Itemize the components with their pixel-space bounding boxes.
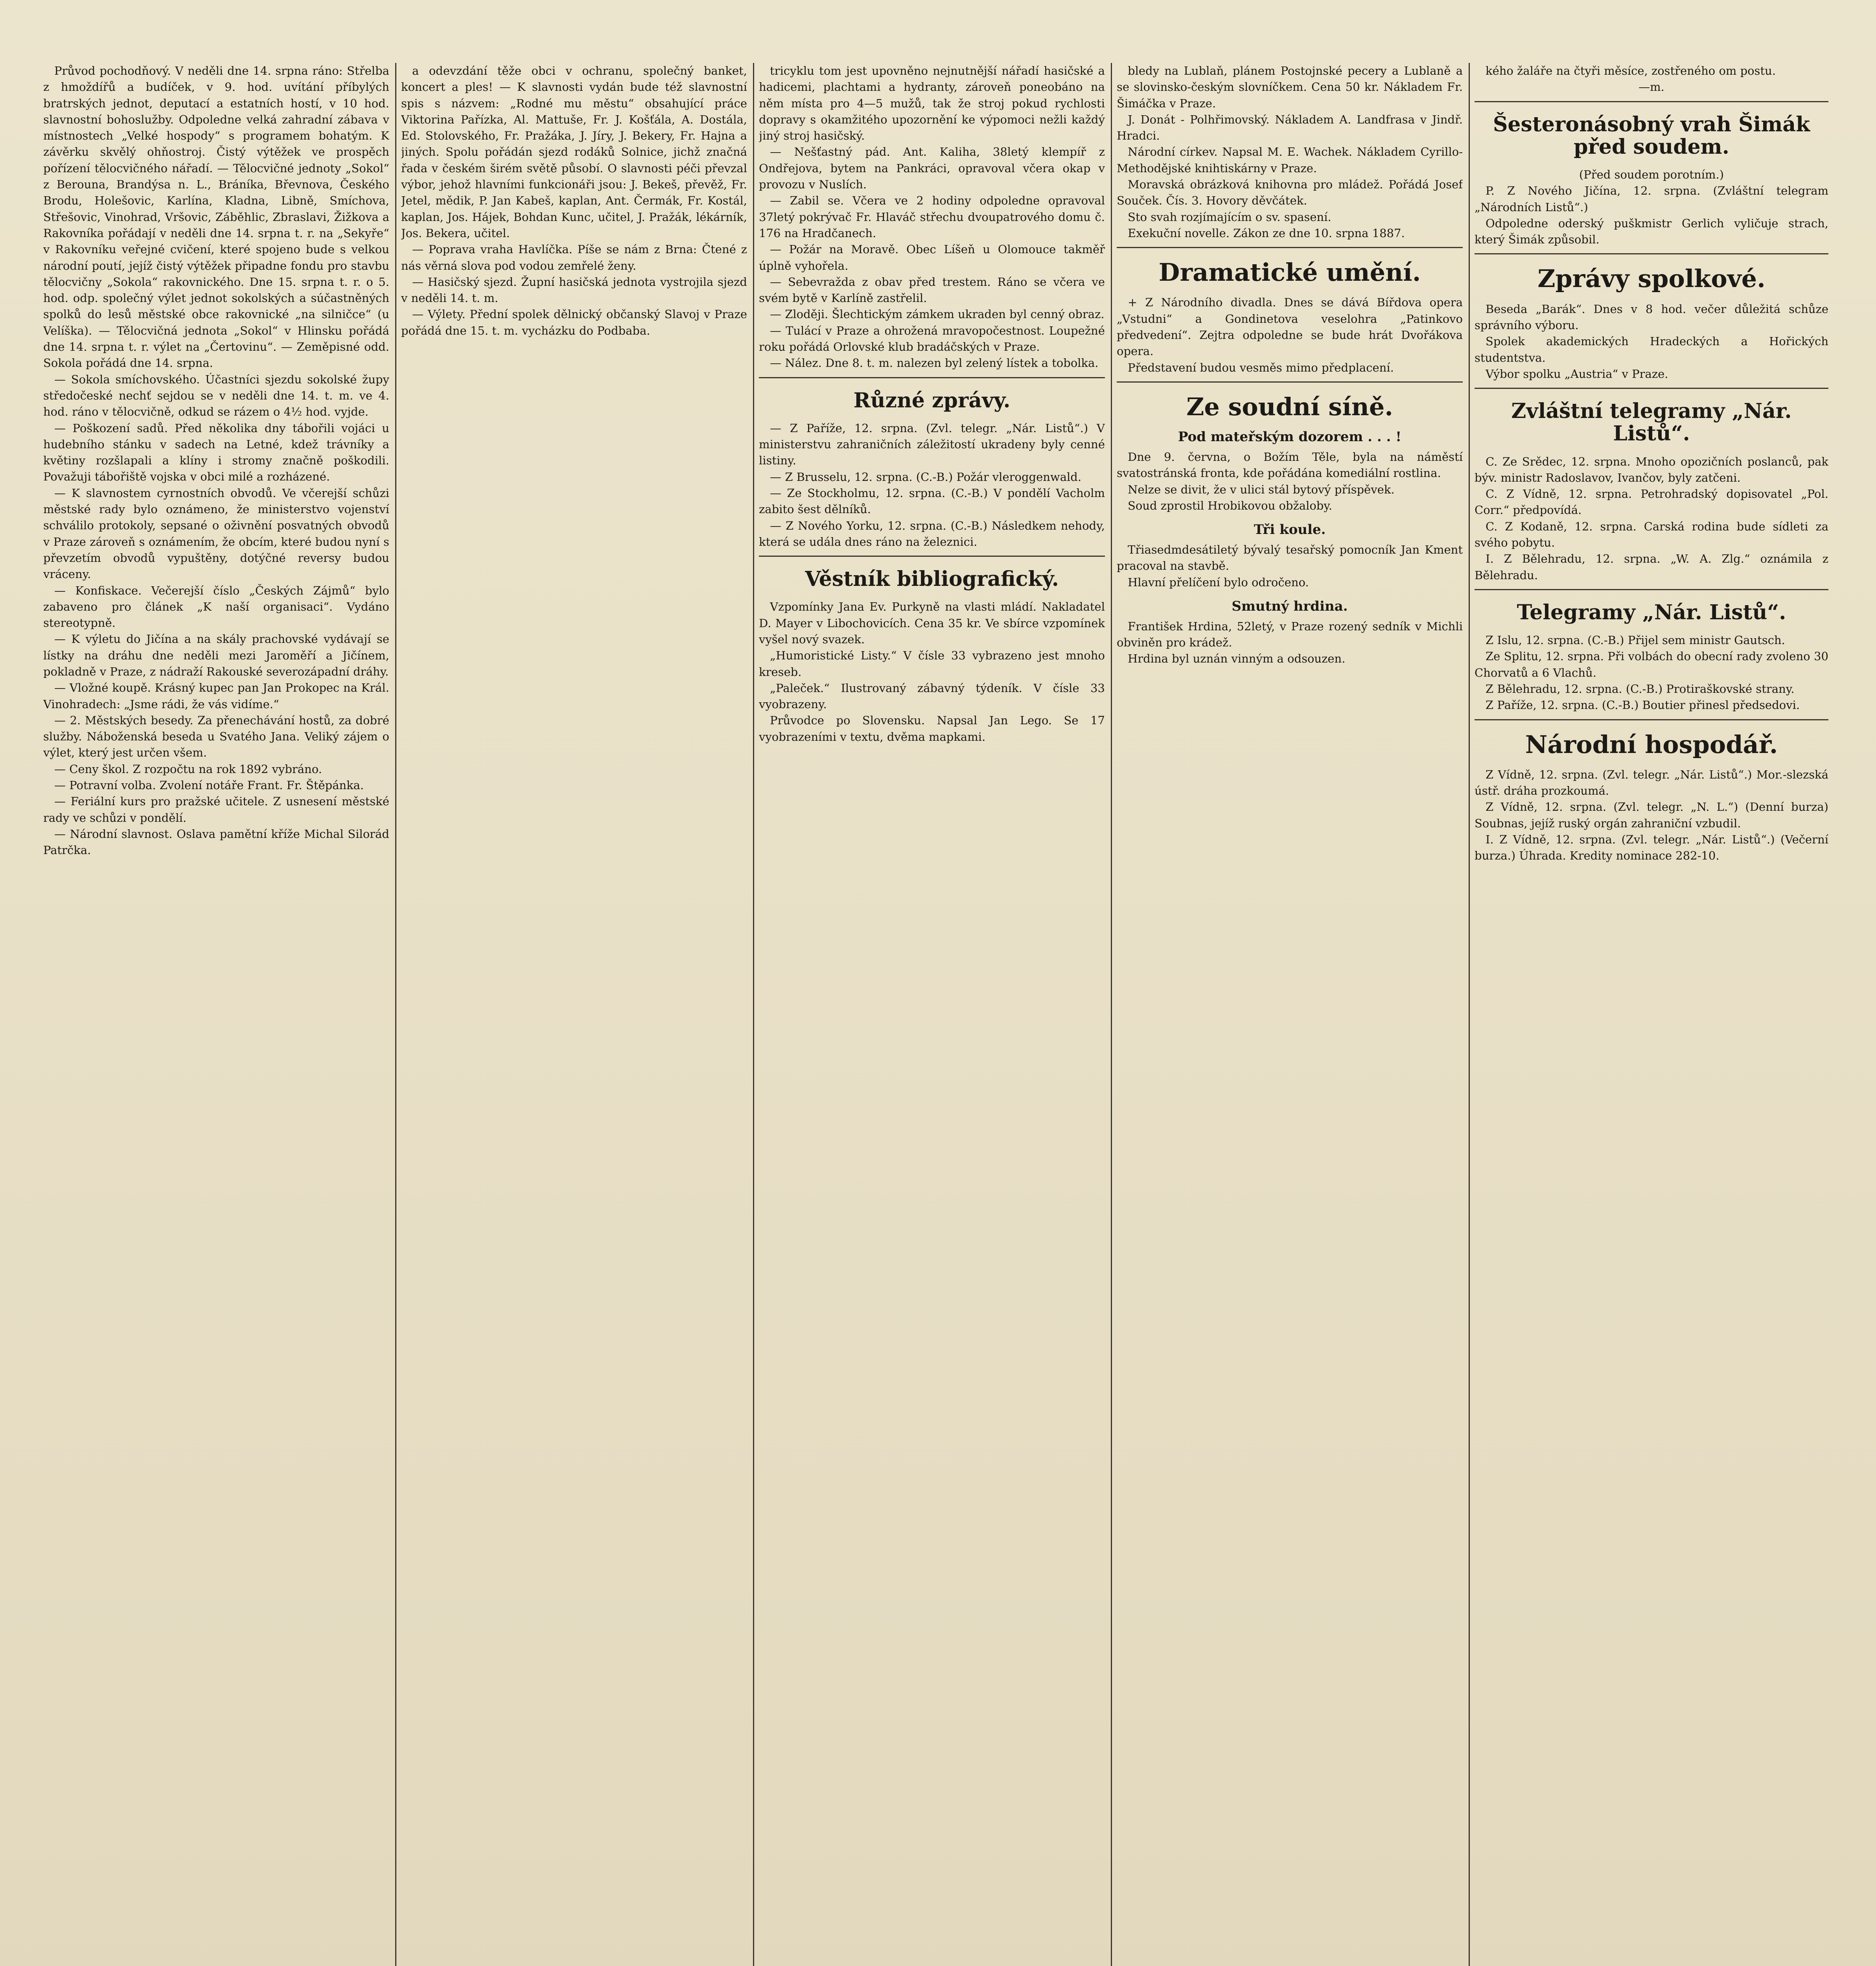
paragraph: Průvod pochodňový. V neděli dne 14. srpna ráno: Střelba z hmoždířů a budíček, v 9. hod. uvítání příbylých bratrských jednot, deputací a estatních hostí, v 10 hod. slavnostní bohoslužby. Odpoledne velká zahradní zábava v místnostech „Velké hospody“ s programem bohatým. K závěrku skvělý ohňostroj. Čistý výtěžek ve prospěch pořízení tělocvičného nářadí. — Tělocvičné jednoty „Sokol“ z Berouna, Brandýsa n. L., Bráníka, Břevnova, Českého Brodu, Holešovic, Karlína, Kladna, Libně, Smíchova, Střešovic, Vinohrad, Vršovic, Záběhlic, Zbraslavi, Žižkova a Rakovníka pořádají v neděli dne 14. srpna t. r. na „Sekyře“ v Rakovníku veřejné cvičení, které spojeno bude s velkou národní poutí, jejíž čistý výtěžek připadne fondu pro stavbu tělocvičny „Sokola“ rakovnického. Dne 15. srpna t. r. o 5. hod. odp. společný výlet jednot sokolských a súčastněných spolků do lesů městské obce rakovnické „na silničce“ (u Velíška). — Tělocvičná jednota „Sokol“ v Hlinsku pořádá dne 14. srpna t. r. výlet na „Čertovinu“. — Zeměpisné odd. Sokola pořádá dne 14. srpna. xyxy=(43,64,389,370)
paragraph: C. Z Vídně, 12. srpna. Petrohradský dopisovatel „Pol. Corr.“ předpovídá. xyxy=(1475,487,1828,517)
section-heading-zvlastni-telegramy: Zvláštní telegramy „Nár. Listů“. xyxy=(1511,399,1792,446)
paragraph: Představení budou vesměs mimo předplacení. xyxy=(1128,361,1394,374)
paragraph: Z Vídně, 12. srpna. (Zvl. telegr. „Nár. Listů“.) Mor.-slezská ústř. dráha prozkoumá. xyxy=(1475,768,1828,798)
subheading: (Před soudem porotním.) xyxy=(1579,168,1724,181)
section-rule xyxy=(1475,253,1828,254)
paragraph: — Poškození sadů. Před několika dny tábořili vojáci u hudebního stánku v sadech na Letné, kdež trávníky a květiny rozšlapali a klíny i stromy značně poškodili. Považuji tábořiště vojska v obci milé a rozházené. xyxy=(43,421,389,484)
paragraph: Beseda „Barák“. Dnes v 8 hod. večer důležitá schůze správního výboru. xyxy=(1475,302,1828,332)
paragraph: — Nález. Dne 8. t. m. nalezen byl zelený lístek a tobolka. xyxy=(770,356,1099,370)
paragraph: Národní církev. Napsal M. E. Wachek. Nákladem Cyrillo-Methodějské knihtiskárny v Praze. xyxy=(1117,145,1463,175)
paragraph: Průvodce po Slovensku. Napsal Jan Lego. Se 17 vyobrazeními v textu, dvěma mapkami. xyxy=(759,714,1105,744)
paragraph: — Sebevražda z obav před trestem. Ráno se včera ve svém bytě v Karlíně zastřelil. xyxy=(759,275,1105,305)
paragraph: — Nešťastný pád. Ant. Kaliha, 38letý klempíř z Ondřejova, bytem na Pankráci, opravoval včera okap v provozu v Nuslích. xyxy=(759,145,1105,191)
column-2 xyxy=(401,63,747,1966)
paragraph: „Paleček.“ Ilustrovaný zábavný týdeník. V čísle 33 vyobrazeny. xyxy=(759,681,1105,711)
paragraph: Dne 9. června, o Božím Těle, byla na náměstí svatostránská fronta, kde pořádána komediální rostlina. xyxy=(1117,450,1463,480)
paragraph: — Feriální kurs pro pražské učitele. Z usnesení městské rady ve schůzi v pondělí. xyxy=(43,795,389,825)
paragraph: a odevzdání těže obci v ochranu, společný banket, koncert a ples! — K slavnosti vydán bude též slavnostní spis s názvem: „Rodné mu městu“ obsahující práce Viktorina Pařízka, Al. Mattuše, Fr. J. Košťála, A. Dostála, Ed. Stolovského, Fr. Pražáka, J. Jíry, J. Bekery, Fr. Hajna a jiných. Spolu pořádán sjezd rodáků Solnice, jichž značná řada v českém širém světě působí. O slavnosti péči převzal výbor, jehož hlavními funkcionáři jsou: J. Bekeš, převěž, Fr. Jetel, mědik, P. Jan Kabeš, kaplan, Ant. Čermák, Fr. Kostál, kaplan, Jos. Hájek, Bohdan Kunc, učitel, J. Pražák, lékárník, Jos. Bekera, učitel. xyxy=(401,64,747,240)
paragraph: C. Ze Srědec, 12. srpna. Mnoho opozičních poslanců, pak býv. ministr Radoslavov, Ivančov, byly zatčeni. xyxy=(1475,455,1828,484)
paragraph: C. Z Kodaně, 12. srpna. Carská rodina bude sídleti za svého pobytu. xyxy=(1475,519,1828,549)
paragraph: — Výlety. Přední spolek dělnický občanský Slavoj v Praze pořádá dne 15. t. m. vycházku do Podbaba. xyxy=(401,307,747,337)
paragraph: Nelze se divit, že v ulici stál bytový příspěvek. xyxy=(1128,482,1395,496)
paragraph: Z Islu, 12. srpna. (C.-B.) Přijel sem ministr Gautsch. xyxy=(1486,633,1785,647)
subheading: Pod mateřským dozorem . . . ! xyxy=(1178,429,1402,445)
paragraph: —m. xyxy=(1639,80,1664,94)
paragraph: — Hasičský sjezd. Župní hasičská jednota vystrojila sjezd v neděli 14. t. m. xyxy=(401,275,747,305)
paragraph: — Ceny škol. Z rozpočtu na rok 1892 vybráno. xyxy=(54,762,322,776)
paragraph: kého žaláře na čtyři měsíce, zostřeného om postu. xyxy=(1486,64,1776,77)
paragraph: Hlavní přelíčení bylo odročeno. xyxy=(1128,575,1309,589)
column-1-text xyxy=(43,63,389,859)
section-heading-ruzne-zpravy: Různé zprávy. xyxy=(853,388,1011,412)
section-rule xyxy=(1117,381,1463,383)
section-heading-simak: Šesteronásobný vrah Šimák před soudem. xyxy=(1493,112,1810,159)
paragraph: Odpoledne oderský puškmistr Gerlich vyličuje strach, který Šimák způsobil. xyxy=(1475,216,1828,247)
paragraph: — Zabil se. Včera ve 2 hodiny odpoledne opravoval 37letý pokrývač Fr. Hlaváč střechu dvoupatrového domu č. 176 na Hradčanech. xyxy=(759,194,1105,240)
paragraph: I. Z Vídně, 12. srpna. (Zvl. telegr. „Nár. Listů“.) (Večerní burza.) Úhrada. Kredity nominace 282-10. xyxy=(1475,832,1828,863)
paragraph: Třiasedmdesátiletý bývalý tesařský pomocník Jan Kment pracoval na stavbě. xyxy=(1117,543,1463,573)
paragraph: J. Donát - Polhřimovský. Nákladem A. Landfrasa v Jindř. Hradci. xyxy=(1117,112,1463,143)
paragraph: — Z Nového Yorku, 12. srpna. (C.-B.) Následkem nehody, která se udála dnes ráno na železnici. xyxy=(759,519,1105,549)
paragraph: Exekuční novelle. Zákon ze dne 10. srpna 1887. xyxy=(1128,226,1405,240)
paragraph: Moravská obrázková knihovna pro mládež. Pořádá Josef Souček. Čís. 3. Hovory děvčátek. xyxy=(1117,178,1463,208)
section-rule xyxy=(1475,719,1828,720)
section-heading-vestnik: Věstník bibliografický. xyxy=(805,567,1059,591)
paragraph: Vzpomínky Jana Ev. Purkyně na vlasti mládí. Nakladatel D. Mayer v Libochovicích. Cena 35 kr. Ve sbírce vzpomínek vyšel nový svazek. xyxy=(759,600,1105,646)
paragraph: Z Bělehradu, 12. srpna. (C.-B.) Protiraškovské strany. xyxy=(1486,682,1795,696)
paragraph: Z Vídně, 12. srpna. (Zvl. telegr. „N. L.“) (Denní burza) Soubnas, jejíž ruský orgán zahraniční vzbudil. xyxy=(1475,800,1828,830)
paragraph: — Potravní volba. Zvolení notáře Frant. Fr. Štěpánka. xyxy=(54,779,364,792)
paragraph: — Tulácí v Praze a ohrožená mravopočestnost. Loupežné roku pořádá Orlovské klub bradáčských v Praze. xyxy=(759,324,1105,354)
paragraph: — Vložné koupě. Krásný kupec pan Jan Prokopec na Král. Vinohradech: „Jsme rádi, že vás vidíme.“ xyxy=(43,681,389,711)
paragraph: — Ze Stockholmu, 12. srpna. (C.-B.) V pondělí Vacholm zabito šest dělníků. xyxy=(759,486,1105,516)
column-4 xyxy=(1117,63,1463,1966)
section-heading-zpravy-spolkove: Zprávy spolkové. xyxy=(1537,264,1766,293)
subheading-smutny-hrdina: Smutný hrdina. xyxy=(1232,598,1348,614)
paragraph: Sto svah rozjímajícím o sv. spasení. xyxy=(1128,210,1331,224)
section-rule xyxy=(1475,388,1828,389)
column-5 xyxy=(1475,63,1828,1966)
section-rule xyxy=(759,556,1105,557)
column-rule xyxy=(753,63,754,1966)
paragraph: Spolek akademických Hradeckých a Hořických studentstva. xyxy=(1475,335,1828,364)
paragraph: — Z Paříže, 12. srpna. (Zvl. telegr. „Nár. Listů“.) V ministerstvu zahraničních záležitostí ukradeny byly cenné listiny. xyxy=(759,421,1105,468)
section-heading-narodni-hospodar: Národní hospodář. xyxy=(1525,730,1778,759)
paragraph: Soud zprostil Hrobikovou obžaloby. xyxy=(1128,499,1333,512)
column-rule xyxy=(1111,63,1112,1966)
paragraph: — K slavnostem cyrnostních obvodů. Ve včerejší schůzi městské rady bylo oznámeno, že ministerstvo vojenství schválilo protokoly, sepsané o oživnění posvatných obvodů v Praze zároveň s oznámením, že obcím, které budou nyní s převzetím obvodů vypuštěny, dotýčné reversy budou vráceny. xyxy=(43,486,389,581)
section-rule xyxy=(1117,247,1463,248)
paragraph: — Zloději. Šlechtickým zámkem ukraden byl cenný obraz. xyxy=(770,307,1105,321)
paragraph: Hrdina byl uznán vinným a odsouzen. xyxy=(1128,652,1346,666)
paragraph: I. Z Bělehradu, 12. srpna. „W. A. Zlg.“ oznámila z Bělehradu. xyxy=(1475,552,1828,582)
paragraph: — K výletu do Jičína a na skály prachovské vydávají se lístky na dráhu dne neděli mezi Jaroměří a Jičínem, pokladně v Praze, z nádraží Rakouské severozápadní dráhy. xyxy=(43,632,389,678)
section-rule xyxy=(1475,589,1828,590)
subheading-tri-koule: Tři koule. xyxy=(1254,522,1326,538)
section-heading-telegramy: Telegramy „Nár. Listů“. xyxy=(1517,600,1786,624)
paragraph: + Z Národního divadla. Dnes se dává Bířdova opera „Vstudni“ a Gondinetova veselohra „Patinkovo předvedení“. Zejtra odpoledne se bude hrát Dvořákova opera. xyxy=(1117,296,1463,358)
paragraph: — Sokola smíchovského. Účastníci sjezdu sokolské župy středočeské nechť sejdou se v neděli dne 14. t. m. ve 4. hod. ráno v tělocvičně, odkud se rázem o 4½ hod. vyjde. xyxy=(43,372,389,419)
section-heading-ze-soudni-sine: Ze soudní síně. xyxy=(1186,392,1393,421)
paragraph: tricyklu tom jest upovněno nejnutnější nářadí hasičské a hadicemi, plachtami a hydranty, zároveň poneobáno na něm místa pro 4—5 mužů, tak že stroj pokud rychlosti dopravy s okamžitého upozornění ke výpomoci nežli každý jiný stroj hasičský. xyxy=(759,64,1105,143)
column-1 xyxy=(43,63,389,1966)
section-rule xyxy=(1475,101,1828,102)
paragraph: — Z Brusselu, 12. srpna. (C.-B.) Požár vleroggenwald. xyxy=(770,470,1082,484)
section-rule xyxy=(759,377,1105,378)
paragraph: — Poprava vraha Havlíčka. Píše se nám z Brna: Čtené z nás věrná slova pod vodou zemřelé ženy. xyxy=(401,243,747,272)
paragraph: František Hrdina, 52letý, v Praze rozený sedník v Michli obviněn pro krádež. xyxy=(1117,619,1463,649)
paragraph: „Humoristické Listy.“ V čísle 33 vybrazeno jest mnoho kreseb. xyxy=(759,649,1105,679)
paragraph: — 2. Městských besedy. Za přenechávání hostů, za dobré služby. Náboženská beseda u Svatého Jana. Veliký zájem o výlet, který jest určen všem. xyxy=(43,713,389,760)
paragraph: Ze Splitu, 12. srpna. Při volbách do obecní rady zvoleno 30 Chorvatů a 6 Vlachů. xyxy=(1475,650,1828,679)
paragraph: Z Paříže, 12. srpna. (C.-B.) Boutier přinesl předsedovi. xyxy=(1486,698,1800,712)
paragraph: — Konfiskace. Večerejší číslo „Českých Zájmů“ bylo zabaveno pro článek „K naší organisaci“. Vydáno stereotypně. xyxy=(43,584,389,630)
paragraph: — Národní slavnost. Oslava pamětní kříže Michal Silorád Patrčka. xyxy=(43,827,389,857)
paragraph: P. Z Nového Jičína, 12. srpna. (Zvláštní telegram „Národních Listů“.) xyxy=(1475,184,1828,214)
column-rule xyxy=(395,63,396,1966)
paragraph: bledy na Lublaň, plánem Postojnské pecery a Lublaně a se slovinsko-českým slovníčkem. Cena 50 kr. Nákladem Fr. Šimáčka v Praze. xyxy=(1117,64,1463,110)
paragraph: Výbor spolku „Austria“ v Praze. xyxy=(1486,367,1668,381)
column-rule xyxy=(1469,63,1470,1966)
section-heading-dramaticke-umeni: Dramatické umění. xyxy=(1158,258,1421,287)
paragraph: — Požár na Moravě. Obec Líšeň u Olomouce takměř úplně vyhořela. xyxy=(759,243,1105,272)
column-3 xyxy=(759,63,1105,1966)
